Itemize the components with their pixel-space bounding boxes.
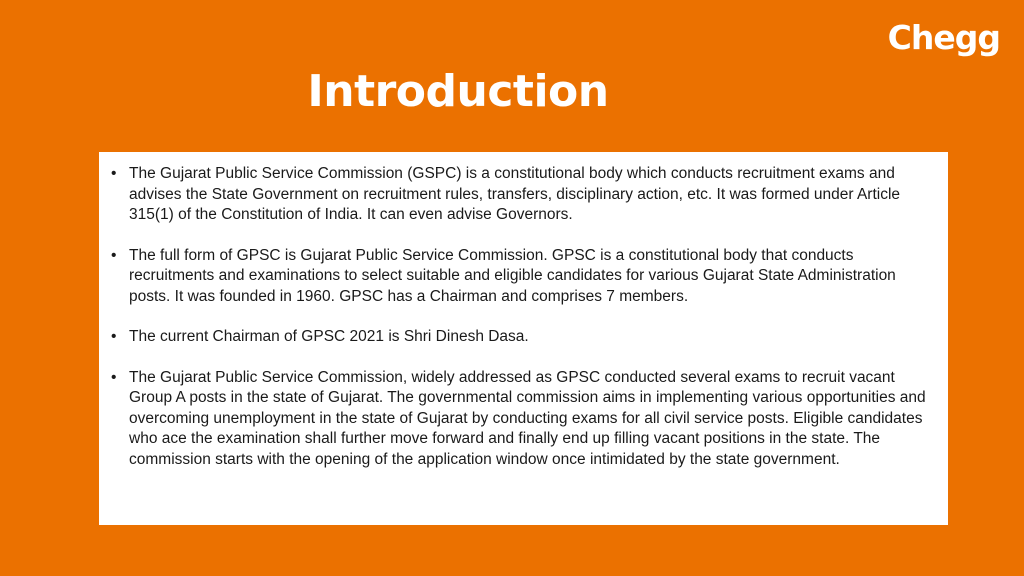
bullet-item: • The full form of GPSC is Gujarat Public Service Commission. GPSC is a constitutional body that conducts recruitments and examinations to select suitable and eligible candidates for various Gujarat State Administration posts. It was founded in 1960. GPSC has a Chairman and comprises 7 members. xyxy=(111,246,930,308)
bullet-item: • The Gujarat Public Service Commission (GSPC) is a constitutional body which conducts recruitment exams and advises the State Government on recruitment rules, transfers, disciplinary action, etc. It was formed under Article 315(1) of the Constitution of India. It can even advise Governors. xyxy=(111,164,930,226)
bullet-list xyxy=(111,164,930,470)
chegg-logo: Chegg xyxy=(887,18,1000,57)
bullet-item: • The Gujarat Public Service Commission, widely addressed as GPSC conducted several exams to recruit vacant Group A posts in the state of Gujarat. The governmental commission aims in implementing various opportunities and overcoming unemployment in the state of Gujarat by conducting exams for all civil service posts. Eligible candidates who ace the examination shall further move forward and finally end up filling vacant positions in the state. The commission starts with the opening of the application window once intimidated by the state government. xyxy=(111,368,930,471)
content-panel xyxy=(99,152,948,525)
bullet-item: • The current Chairman of GPSC 2021 is Shri Dinesh Dasa. xyxy=(111,327,930,348)
slide-title: Introduction xyxy=(307,66,609,117)
